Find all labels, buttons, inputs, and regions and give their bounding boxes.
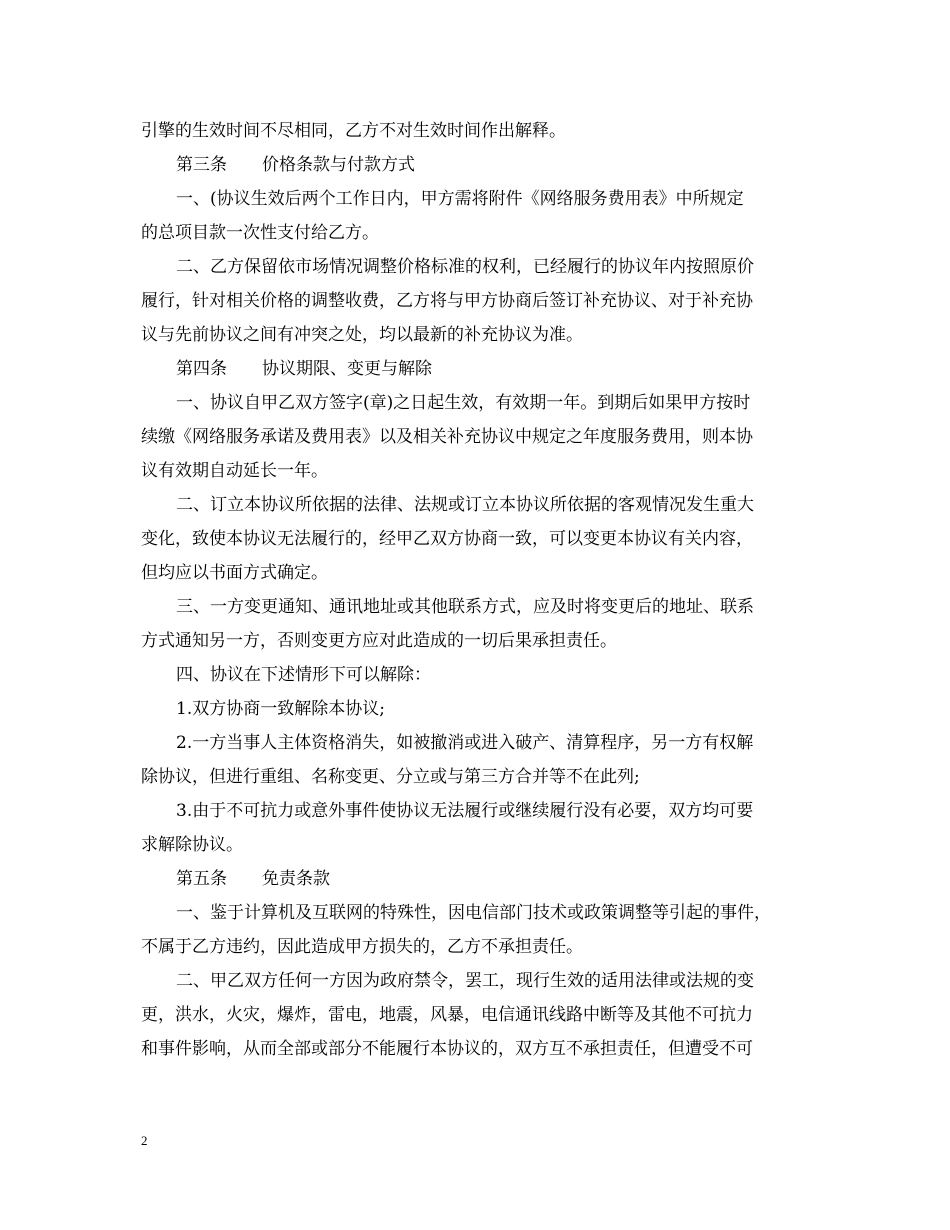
- text-line: 求解除协议。: [141, 835, 243, 855]
- text-line: 一、协议自甲乙双方签字(章)之日起生效，有效期一年。到期后如果甲方按时: [176, 393, 751, 413]
- text-line: 方式通知另一方，否则变更方应对此造成的一切后果承担责任。: [141, 631, 617, 651]
- text-line: 变化，致使本协议无法履行的，经甲乙双方协商一致，可以变更本协议有关内容，: [141, 529, 753, 549]
- text-line: 三、一方变更通知、通讯地址或其他联系方式，应及时将变更后的地址、联系: [176, 597, 754, 617]
- text-line: 一、(协议生效后两个工作日内，甲方需将附件《网络服务费用表》中所规定: [176, 189, 744, 209]
- article-title: 协议期限、变更与解除: [262, 359, 432, 379]
- text-line: 更，洪水，火灾，爆炸，雷电，地震，风暴，电信通讯线路中断等及其他不可抗力: [141, 1005, 753, 1025]
- article-title: 价格条款与付款方式: [262, 155, 415, 175]
- text-line: 不属于乙方违约，因此造成甲方损失的，乙方不承担责任。: [141, 937, 583, 957]
- text-line: 二、乙方保留依市场情况调整价格标准的权利，已经履行的协议年内按照原价: [176, 257, 754, 277]
- text-line: 议与先前协议之间有冲突之处，均以最新的补充协议为准。: [141, 325, 583, 345]
- text-line: 二、甲乙双方任何一方因为政府禁令，罢工，现行生效的适用法律或法规的变: [176, 971, 754, 991]
- text-line: 但均应以书面方式确定。: [141, 563, 328, 583]
- article-heading-5: [141, 862, 811, 896]
- article-number: 第五条: [176, 869, 227, 889]
- text-line: 和事件影响，从而全部或部分不能履行本协议的，双方互不承担责任，但遭受不可: [141, 1039, 753, 1059]
- page-number: 2: [141, 1133, 148, 1148]
- text-line: 履行，针对相关价格的调整收费，乙方将与甲方协商后签订补充协议、对于补充协: [141, 291, 753, 311]
- text-line: 续缴《网络服务承诺及费用表》以及相关补充协议中规定之年度服务费用，则本协: [141, 427, 753, 447]
- text-line: 二、订立本协议所依据的法律、法规或订立本协议所依据的客观情况发生重大: [176, 495, 754, 515]
- text-line: 3.由于不可抗力或意外事件使协议无法履行或继续履行没有必要，双方均可要: [176, 801, 754, 821]
- text-line: 1.双方协商一致解除本协议;: [176, 699, 385, 719]
- text-line: 引擎的生效时间不尽相同，乙方不对生效时间作出解释。: [141, 121, 566, 141]
- text-line: 议有效期自动延长一年。: [141, 461, 328, 481]
- article-number: 第三条: [176, 155, 227, 175]
- text-line: 一、鉴于计算机及互联网的特殊性，因电信部门技术或政策调整等引起的事件，: [176, 903, 771, 923]
- text-line: 的总项目款一次性支付给乙方。: [141, 223, 379, 243]
- article-number: 第四条: [176, 359, 227, 379]
- document-body: [141, 114, 811, 1066]
- article-heading-3: [141, 148, 811, 182]
- text-line: 2.一方当事人主体资格消失，如被撤消或进入破产、清算程序，另一方有权解: [176, 733, 754, 753]
- text-line: 四、协议在下述情形下可以解除：: [176, 665, 431, 685]
- text-line: 除协议，但进行重组、名称变更、分立或与第三方合并等不在此列;: [141, 767, 640, 787]
- article-title: 免责条款: [262, 869, 330, 889]
- article-heading-4: [141, 352, 811, 386]
